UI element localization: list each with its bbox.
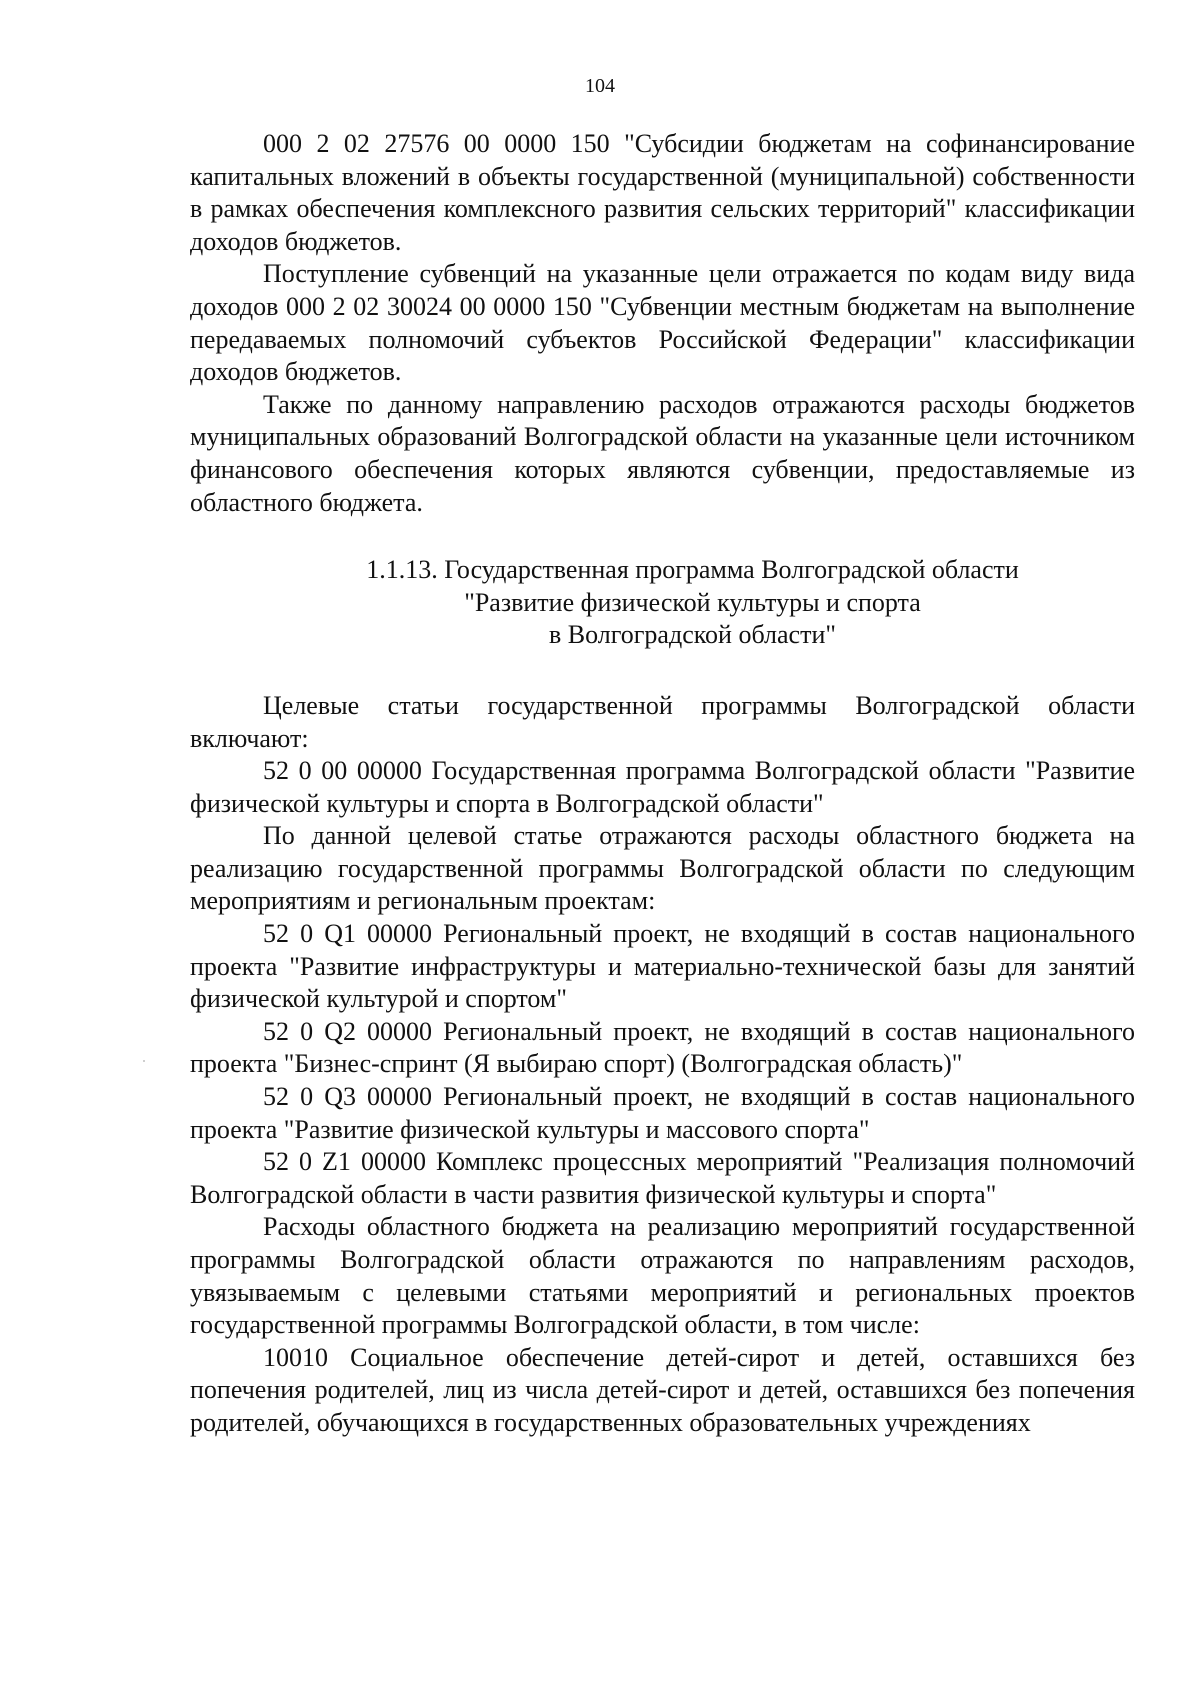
section-heading [190,554,1135,652]
section-heading-line-2: "Развитие физической культуры и спорта [464,587,921,617]
paragraph-target-articles-intro: Целевые статьи государственной программы Волгоградской области включают: [190,690,1135,753]
paragraph-project-q2: 52 0 Q2 00000 Региональный проект, не входящий в состав национального проекта "Бизнес-спринт (Я выбираю спорт) (Волгоградская область)" [190,1016,1135,1079]
scan-speck [143,1060,145,1062]
paragraph-expense-directions: Расходы областного бюджета на реализацию мероприятий государственной программы Волгоградской области отражаются по направлениям расходов, увязываемым с целевыми статьями мероприятий и региональных проектов государственной программы Волгоградской области, в том числе: [190,1212,1135,1340]
paragraph-municipal-expenses: Также по данному направлению расходов отражаются расходы бюджетов муниципальных образований Волгоградской области на указанные цели источником финансового обеспечения которых являются субвенции, предоставляемые из областного бюджета. [190,389,1135,517]
paragraph-subsidies-code: 000 2 02 27576 00 0000 150 "Субсидии бюджетам на софинансирование капитальных вложений в объекты государственной (муниципальной) собственности в рамках обеспечения комплексного развития сельских территорий" классификации доходов бюджетов. [190,129,1135,256]
paragraph-project-q3: 52 0 Q3 00000 Региональный проект, не входящий в состав национального проекта "Развитие физической культуры и массового спорта" [190,1082,1135,1144]
paragraph-direction-10010: 10010 Социальное обеспечение детей-сирот и детей, оставшихся без попечения родителей, лиц из числа детей-сирот и детей, оставшихся без попечения родителей, обучающихся в государственных образовательных учреждениях [190,1342,1135,1437]
paragraph-project-q1: 52 0 Q1 00000 Региональный проект, не входящий в состав национального проекта "Развитие инфраструктуры и материально-технической базы для занятий физической культурой и спортом" [190,919,1135,1014]
document-body [190,128,1135,1440]
paragraph-complex-z1: 52 0 Z1 00000 Комплекс процессных мероприятий "Реализация полномочий Волгоградской области в части развития физической культуры и спорта" [190,1147,1135,1209]
page-number: 104 [585,75,615,97]
paragraph-program-code: 52 0 00 00000 Государственная программа Волгоградской области "Развитие физической культуры и спорта в Волгоградской области" [190,756,1135,818]
paragraph-program-expenses: По данной целевой статье отражаются расходы областного бюджета на реализацию государственной программы Волгоградской области по следующим мероприятиям и региональным проектам: [190,821,1135,916]
paragraph-subventions-receipt: Поступление субвенций на указанные цели отражается по кодам виду вида доходов 000 2 02 30024 00 0000 150 "Субвенции местным бюджетам на выполнение передаваемых полномочий субъектов Российской Федерации" классификации доходов бюджетов. [190,259,1135,387]
section-heading-line-3: в Волгоградской области" [549,620,836,650]
section-heading-line-1: 1.1.13. Государственная программа Волгоградской области [366,555,1019,585]
